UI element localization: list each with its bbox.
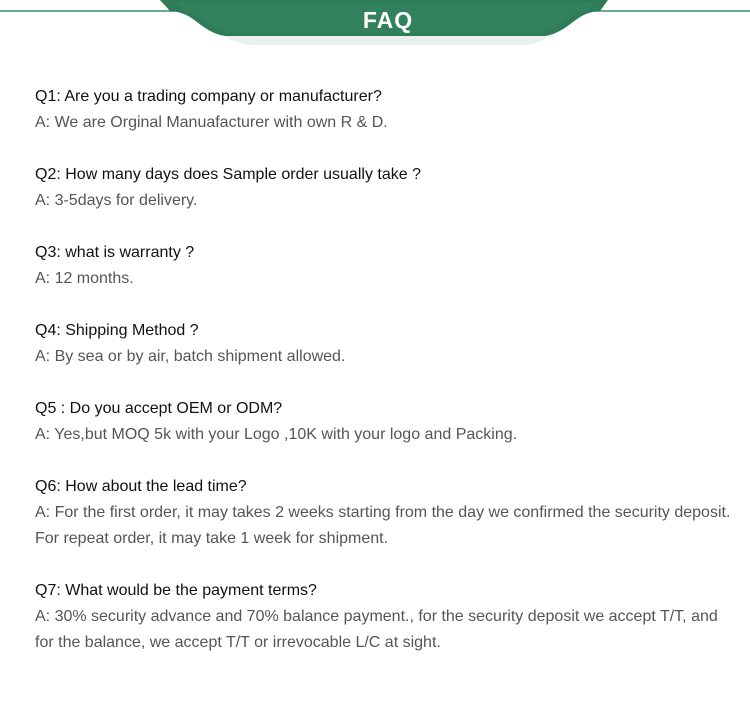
faq-header-banner <box>0 0 750 60</box>
faq-answer: A: 30% security advance and 70% balance payment., for the security deposit we accept T/T, and for the balance, we accept T/T or irrevocable L/C at sight. <box>35 608 718 651</box>
faq-item <box>35 318 735 370</box>
faq-item <box>35 474 735 552</box>
faq-list <box>35 84 735 682</box>
faq-answer: A: Yes,but MOQ 5k with your Logo ,10K with your logo and Packing. <box>35 426 518 443</box>
page-title: FAQ <box>362 7 414 33</box>
faq-answer: For repeat order, it may take 1 week for shipment. <box>35 530 389 547</box>
faq-question: Q7: What would be the payment terms? <box>35 582 317 599</box>
faq-item <box>35 162 735 214</box>
faq-question: Q1: Are you a trading company or manufacturer? <box>35 88 382 105</box>
faq-answer: A: 12 months. <box>35 270 134 287</box>
faq-item <box>35 396 735 448</box>
faq-item <box>35 84 735 136</box>
faq-answer: A: For the first order, it may takes 2 weeks starting from the day we confirmed the security deposit. <box>35 504 731 521</box>
faq-answer: A: We are Orginal Manuafacturer with own R & D. <box>35 114 388 131</box>
faq-item <box>35 578 735 656</box>
faq-answer: A: By sea or by air, batch shipment allowed. <box>35 348 346 365</box>
faq-question: Q4: Shipping Method ? <box>35 322 199 339</box>
faq-answer: A: 3-5days for delivery. <box>35 192 198 209</box>
faq-question: Q6: How about the lead time? <box>35 478 247 495</box>
faq-question: Q2: How many days does Sample order usually take ? <box>35 166 421 183</box>
faq-question: Q5 : Do you accept OEM or ODM? <box>35 400 283 417</box>
faq-item <box>35 240 735 292</box>
faq-question: Q3: what is warranty ? <box>35 244 195 261</box>
